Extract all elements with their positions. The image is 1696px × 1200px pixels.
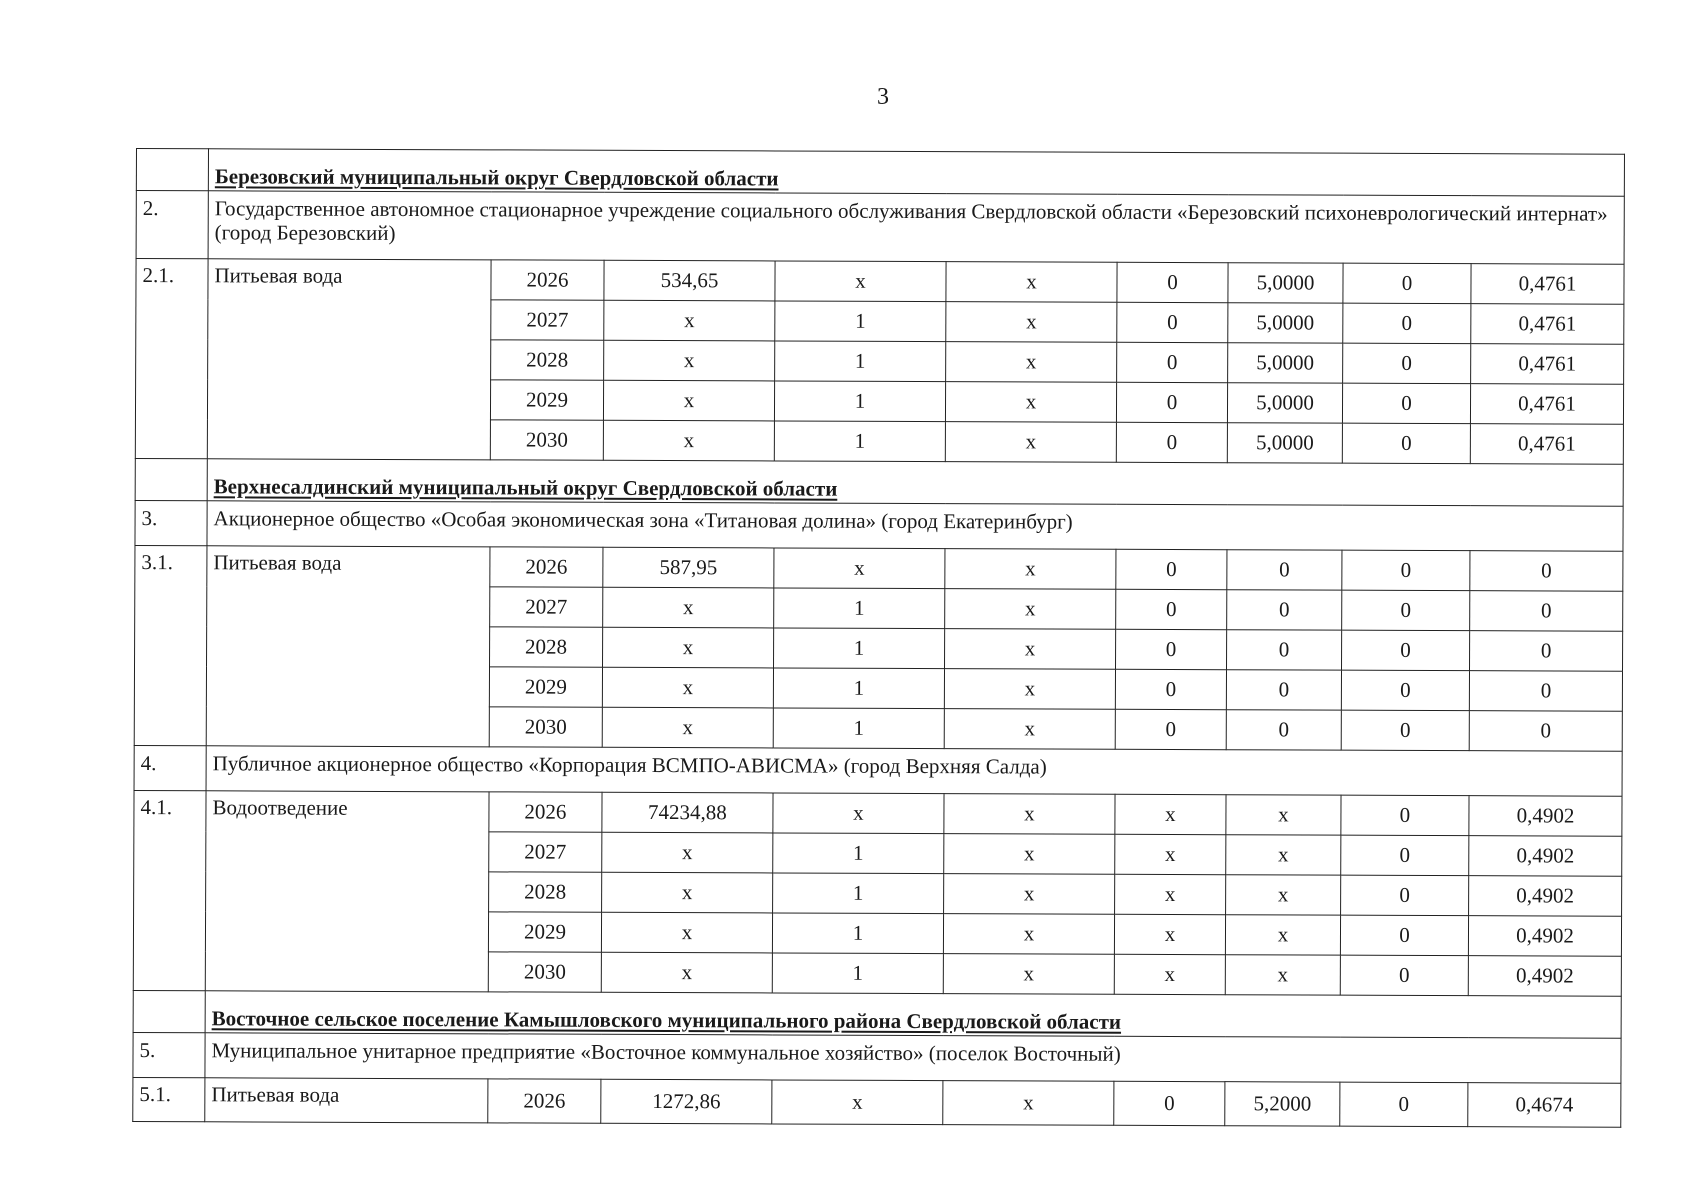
value-cell: 0,4761 bbox=[1471, 264, 1624, 305]
year-cell: 2026 bbox=[489, 792, 602, 832]
year-cell: 2028 bbox=[489, 872, 602, 912]
org-name: Государственное автономное стационарное учреждение социального обслуживания Свердловской области «Березовский психоневрологический интернат» (город Березовский) bbox=[208, 191, 1624, 264]
value-cell: 1 bbox=[774, 588, 945, 629]
value-cell: 5,0000 bbox=[1228, 263, 1343, 303]
value-cell: 0 bbox=[1469, 671, 1622, 712]
value-cell: х bbox=[603, 420, 774, 461]
value-cell: х bbox=[1225, 915, 1340, 955]
value-cell: 74234,88 bbox=[602, 792, 773, 833]
value-cell: 0,4902 bbox=[1469, 876, 1622, 917]
value-cell: 1 bbox=[775, 301, 946, 342]
value-cell: х bbox=[945, 589, 1116, 630]
item-num: 2.1. bbox=[135, 259, 208, 459]
org-row bbox=[135, 500, 1623, 551]
year-cell: 2030 bbox=[488, 952, 601, 992]
value-cell: 0,4761 bbox=[1471, 304, 1624, 345]
org-num: 5. bbox=[133, 1032, 205, 1077]
value-cell: х bbox=[1226, 875, 1341, 915]
value-cell: х bbox=[946, 342, 1117, 383]
value-cell: 0 bbox=[1116, 629, 1227, 669]
value-cell: 0 bbox=[1227, 550, 1342, 590]
value-cell: 0,4761 bbox=[1470, 424, 1623, 465]
table-row bbox=[136, 259, 1624, 305]
value-cell: 0 bbox=[1114, 1081, 1225, 1125]
section-row bbox=[136, 149, 1624, 197]
value-cell: х bbox=[945, 549, 1116, 590]
year-cell: 2030 bbox=[489, 707, 602, 747]
org-name: Акционерное общество «Особая экономическая зона «Титановая долина» (город Екатеринбург) bbox=[207, 501, 1623, 551]
value-cell: 5,0000 bbox=[1227, 383, 1342, 423]
org-row bbox=[136, 191, 1624, 265]
org-name: Муниципальное унитарное предприятие «Восточное коммунальное хозяйство» (поселок Восточный) bbox=[205, 1033, 1621, 1083]
value-cell: 0 bbox=[1343, 303, 1471, 343]
value-cell: 5,0000 bbox=[1228, 343, 1343, 383]
value-cell: х bbox=[944, 669, 1115, 710]
value-cell: х bbox=[602, 832, 773, 873]
value-cell: 1 bbox=[774, 628, 945, 669]
value-cell: 0 bbox=[1340, 955, 1468, 995]
value-cell: 0 bbox=[1469, 711, 1622, 752]
year-cell: 2026 bbox=[491, 260, 604, 300]
item-name: Водоотведение bbox=[205, 791, 489, 992]
value-cell: х bbox=[773, 793, 944, 834]
value-cell: 0 bbox=[1342, 630, 1470, 670]
year-cell: 2027 bbox=[489, 832, 602, 872]
org-num: 4. bbox=[134, 745, 206, 790]
value-cell: 0 bbox=[1342, 550, 1470, 590]
value-cell: 0 bbox=[1116, 549, 1227, 589]
value-cell: х bbox=[946, 302, 1117, 343]
year-cell: 2029 bbox=[488, 912, 601, 952]
value-cell: х bbox=[603, 380, 774, 421]
value-cell: 0 bbox=[1340, 915, 1468, 955]
value-cell: 0 bbox=[1115, 669, 1226, 709]
value-cell: 0 bbox=[1116, 422, 1227, 462]
value-cell: х bbox=[601, 912, 772, 953]
item-name: Питьевая вода bbox=[207, 259, 491, 460]
value-cell: 0 bbox=[1343, 343, 1471, 383]
value-cell: х bbox=[775, 261, 946, 302]
value-cell: 1 bbox=[773, 833, 944, 874]
value-cell: х bbox=[1226, 835, 1341, 875]
section-title: Восточное сельское поселение Камышловского муниципального района Свердловской области bbox=[205, 991, 1621, 1038]
value-cell: 0 bbox=[1470, 631, 1623, 672]
value-cell: х bbox=[1225, 955, 1340, 995]
value-cell: 0,4902 bbox=[1469, 836, 1622, 877]
year-cell: 2029 bbox=[490, 380, 603, 420]
value-cell: 0 bbox=[1116, 589, 1227, 629]
value-cell: 0 bbox=[1227, 590, 1342, 630]
year-cell: 2027 bbox=[490, 587, 603, 627]
table-row bbox=[133, 1077, 1621, 1127]
year-cell: 2026 bbox=[490, 547, 603, 587]
value-cell: х bbox=[944, 874, 1115, 915]
value-cell: 0,4674 bbox=[1468, 1083, 1621, 1128]
item-name: Питьевая вода bbox=[205, 1078, 488, 1123]
value-cell: 1 bbox=[774, 381, 945, 422]
value-cell: 5,2000 bbox=[1225, 1082, 1340, 1126]
value-cell: 0 bbox=[1341, 835, 1469, 875]
value-cell: х bbox=[1226, 795, 1341, 835]
value-cell: 5,0000 bbox=[1227, 423, 1342, 463]
value-cell: 1 bbox=[773, 668, 944, 709]
value-cell: х bbox=[1115, 834, 1226, 874]
value-cell: 0 bbox=[1470, 591, 1623, 632]
value-cell: х bbox=[946, 262, 1117, 303]
org-row bbox=[134, 745, 1622, 796]
section-row bbox=[135, 458, 1623, 506]
value-cell: 0 bbox=[1343, 263, 1471, 303]
value-cell: 1 bbox=[773, 708, 944, 749]
value-cell: 0 bbox=[1117, 302, 1228, 342]
value-cell: 1 bbox=[772, 913, 943, 954]
value-cell: х bbox=[601, 952, 772, 993]
value-cell: 0,4902 bbox=[1468, 916, 1621, 957]
value-cell: 0 bbox=[1115, 709, 1226, 749]
section-num-cell bbox=[133, 990, 205, 1032]
value-cell: 1 bbox=[772, 953, 943, 994]
value-cell: х bbox=[604, 340, 775, 381]
value-cell: х bbox=[772, 1080, 943, 1125]
value-cell: 0 bbox=[1342, 423, 1470, 463]
section-num-cell bbox=[135, 458, 207, 500]
value-cell: х bbox=[1114, 914, 1225, 954]
value-cell: 534,65 bbox=[604, 260, 775, 301]
year-cell: 2030 bbox=[490, 420, 603, 460]
value-cell: 1272,86 bbox=[601, 1079, 772, 1124]
value-cell: х bbox=[944, 834, 1115, 875]
value-cell: х bbox=[945, 422, 1116, 463]
value-cell: х bbox=[602, 872, 773, 913]
value-cell: х bbox=[604, 300, 775, 341]
value-cell: х bbox=[602, 667, 773, 708]
section-title: Березовский муниципальный округ Свердловской области bbox=[208, 149, 1624, 196]
value-cell: 0 bbox=[1117, 342, 1228, 382]
value-cell: х bbox=[943, 914, 1114, 955]
value-cell: х bbox=[943, 954, 1114, 995]
value-cell: х bbox=[774, 548, 945, 589]
item-num: 3.1. bbox=[134, 545, 207, 745]
table-row bbox=[135, 545, 1623, 591]
year-cell: 2027 bbox=[491, 300, 604, 340]
value-cell: 0 bbox=[1341, 670, 1469, 710]
value-cell: 1 bbox=[774, 421, 945, 462]
org-num: 3. bbox=[135, 500, 207, 545]
org-name: Публичное акционерное общество «Корпорация ВСМПО-АВИСМА» (город Верхняя Салда) bbox=[206, 746, 1622, 796]
value-cell: х bbox=[1115, 874, 1226, 914]
value-cell: х bbox=[944, 794, 1115, 835]
value-cell: х bbox=[602, 707, 773, 748]
value-cell: х bbox=[945, 382, 1116, 423]
value-cell: 0,4761 bbox=[1470, 384, 1623, 425]
value-cell: 0 bbox=[1117, 262, 1228, 302]
value-cell: х bbox=[603, 587, 774, 628]
year-cell: 2029 bbox=[489, 667, 602, 707]
value-cell: 5,0000 bbox=[1228, 303, 1343, 343]
value-cell: х bbox=[1115, 794, 1226, 834]
value-cell: х bbox=[944, 709, 1115, 750]
item-num: 4.1. bbox=[133, 790, 206, 990]
value-cell: 0 bbox=[1226, 670, 1341, 710]
value-cell: 0,4902 bbox=[1468, 956, 1621, 997]
value-cell: 0 bbox=[1116, 382, 1227, 422]
value-cell: 0 bbox=[1226, 710, 1341, 750]
section-num-cell bbox=[136, 149, 208, 191]
year-cell: 2028 bbox=[490, 627, 603, 667]
table-body bbox=[133, 149, 1625, 1128]
value-cell: 0 bbox=[1227, 630, 1342, 670]
value-cell: 0 bbox=[1340, 1082, 1468, 1126]
value-cell: х bbox=[943, 1081, 1114, 1126]
value-cell: 0,4902 bbox=[1469, 796, 1622, 837]
value-cell: х bbox=[603, 627, 774, 668]
value-cell: х bbox=[945, 629, 1116, 670]
value-cell: 0 bbox=[1341, 710, 1469, 750]
section-title: Верхнесалдинский муниципальный округ Свердловской области bbox=[207, 459, 1623, 506]
value-cell: 587,95 bbox=[603, 547, 774, 588]
item-name: Питьевая вода bbox=[206, 546, 490, 747]
item-num: 5.1. bbox=[133, 1077, 205, 1121]
value-cell: 0 bbox=[1341, 795, 1469, 835]
value-cell: х bbox=[1114, 954, 1225, 994]
value-cell: 1 bbox=[775, 341, 946, 382]
value-cell: 0 bbox=[1342, 383, 1470, 423]
value-cell: 1 bbox=[773, 873, 944, 914]
page-number: 3 bbox=[877, 84, 889, 110]
value-cell: 0 bbox=[1341, 875, 1469, 915]
table-row bbox=[134, 790, 1622, 836]
value-cell: 0 bbox=[1470, 551, 1623, 592]
year-cell: 2026 bbox=[488, 1079, 601, 1123]
section-row bbox=[133, 990, 1621, 1038]
org-row bbox=[133, 1032, 1621, 1083]
value-cell: 0 bbox=[1342, 590, 1470, 630]
value-cell: 0,4761 bbox=[1471, 344, 1624, 385]
tariff-table bbox=[132, 148, 1625, 1128]
org-num: 2. bbox=[136, 191, 208, 259]
year-cell: 2028 bbox=[491, 340, 604, 380]
